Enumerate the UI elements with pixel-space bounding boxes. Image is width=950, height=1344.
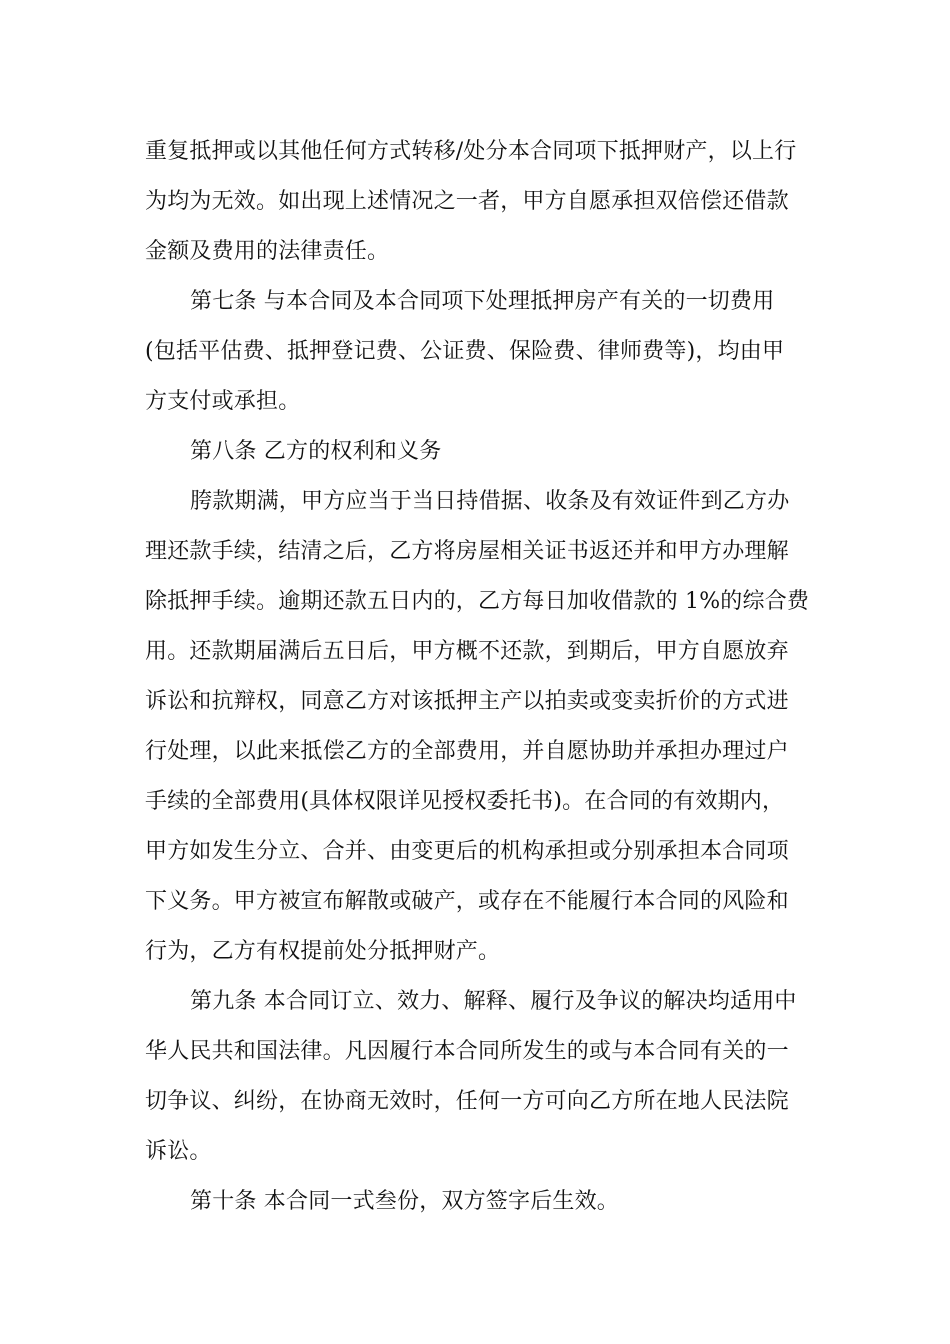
text-line: 金额及费用的法律责任。 [145,239,390,264]
text-line: 诉讼。 [145,1139,212,1164]
text-line: 甲方如发生分立、合并、由变更后的机构承担或分别承担本合同项 [145,839,789,864]
text-line: (包括平估费、抵押登记费、公证费、保险费、律师费等)，均由甲 [145,339,785,364]
article-8-heading: 第八条 乙方的权利和义务 [190,439,442,464]
text-line: 除抵押手续。逾期还款五日内的，乙方每日加收借款的 1%的综合费 [145,589,810,614]
text-line: 方支付或承担。 [145,389,301,414]
text-line: 下义务。甲方被宣布解散或破产，或存在不能履行本合同的风险和 [145,889,789,914]
article-9-heading-line: 第九条 本合同订立、效力、解释、履行及争议的解决均适用中 [190,989,797,1014]
text-line: 理还款手续，结清之后，乙方将房屋相关证书返还并和甲方办理解 [145,539,789,564]
text-line: 诉讼和抗辩权，同意乙方对该抵押主产以拍卖或变卖折价的方式进 [145,689,789,714]
article-7-heading-line: 第七条 与本合同及本合同项下处理抵押房产有关的一切费用 [190,289,775,314]
text-line: 用。还款期届满后五日后，甲方概不还款，到期后，甲方自愿放弃 [145,639,789,664]
text-line: 切争议、纠纷，在协商无效时，任何一方可向乙方所在地人民法院 [145,1089,789,1114]
text-line: 为均为无效。如出现上述情况之一者，甲方自愿承担双倍偿还借款 [145,189,789,214]
article-10-line: 第十条 本合同一式叁份，双方签字后生效。 [190,1189,619,1214]
text-line: 行处理，以此来抵偿乙方的全部费用，并自愿协助并承担办理过户 [145,739,789,764]
text-line: 胯款期满，甲方应当于当日持借据、收条及有效证件到乙方办 [190,489,790,514]
text-line: 华人民共和国法律。凡因履行本合同所发生的或与本合同有关的一 [145,1039,789,1064]
text-line: 重复抵押或以其他任何方式转移/处分本合同项下抵押财产，以上行 [145,139,797,164]
text-line: 手续的全部费用(具体权限详见授权委托书)。在合同的有效期内， [145,789,785,814]
text-line: 行为，乙方有权提前处分抵押财产。 [145,939,501,964]
